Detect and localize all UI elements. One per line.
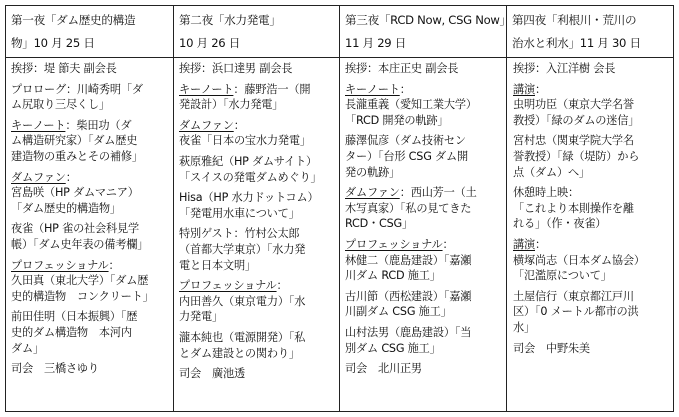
entry-line: プロフェッショナル：: [345, 237, 454, 251]
entry-line: 司会 廣池透: [179, 367, 245, 381]
entry-line: ダムファン：: [11, 170, 77, 184]
section-heading: プロフェッショナル: [11, 258, 109, 272]
entry-line: 横塚尚志（日本ダム協会）: [513, 253, 645, 267]
entry-block: [345, 237, 502, 284]
section-heading: 講演: [513, 82, 535, 96]
entry-block: [11, 258, 169, 305]
entry-line: 史的ダム構造物 本河内: [11, 325, 132, 339]
entry-line: 土屋信行（東京都江戸川: [513, 289, 634, 303]
entry-line: 川ダム RCD 施工」: [345, 269, 441, 283]
entry-line: 帳）「ダム史年表の備考欄」: [11, 237, 149, 251]
entry-line: 挨拶：本庄正史 副会長: [345, 62, 459, 75]
entry-line: 挨拶：入江洋樹 会長: [513, 62, 616, 75]
entry-line: キーノート：: [345, 82, 411, 96]
entry-block: [345, 82, 502, 129]
entry-line: キーノート：藤野浩一（開: [179, 82, 311, 96]
entry-line: 虫明功臣（東京大学名誉: [513, 98, 634, 112]
entry-block: [11, 82, 169, 113]
entry-line: 夜雀（HP 雀の社会科見学: [11, 222, 139, 236]
entry-line: （首都大学東京）「水力発: [179, 242, 306, 256]
entry-block: [179, 154, 335, 185]
entry-line: とダム建設との関わり」: [179, 346, 300, 360]
header-line: 治水と利水」11 月 30 日: [512, 36, 641, 50]
entry-line: 木写真家）「私の見てきた: [345, 201, 472, 215]
column-header: [174, 6, 339, 58]
entry-block: [11, 118, 169, 165]
entry-line: 講演：: [513, 82, 546, 96]
entry-block: [513, 61, 669, 77]
section-heading: キーノート: [179, 82, 234, 96]
entry-line: 力発電」: [179, 310, 223, 324]
entry-line: 教授）「緑のダムの迷信」: [513, 113, 640, 127]
entry-block: [11, 170, 169, 217]
entry-block: [513, 341, 669, 357]
entry-line: 内田善久（東京電力）「水: [179, 294, 306, 308]
header-line: 物」10 月 25 日: [11, 36, 95, 50]
entry-block: [11, 221, 169, 252]
entry-line: 古川節（西松建設）「嘉瀬: [345, 289, 472, 303]
entry-block: [513, 185, 669, 232]
entry-line: プロフェッショナル：: [11, 258, 120, 272]
entry-block: [179, 61, 335, 77]
entry-line: 「スイスの発電ダムめぐり」: [179, 170, 322, 184]
entry-line: 建造物の重みとその補修」: [11, 149, 143, 163]
entry-line: 瀧本純也（電源開発）「私: [179, 330, 306, 344]
entry-line: ダム」: [11, 341, 44, 355]
entry-line: 宮島咲（HP ダムマニア）: [11, 186, 139, 200]
entry-block: [513, 237, 669, 284]
entry-line: 林健二（鹿島建設）「嘉瀬: [345, 253, 472, 267]
section-heading: キーノート: [345, 82, 400, 96]
column-header: [340, 6, 511, 58]
entry-line: 「氾濫原について」: [513, 269, 612, 283]
section-heading: ダムファン: [11, 170, 66, 184]
header-line: 10 月 26 日: [179, 36, 241, 50]
entry-block: [179, 118, 335, 149]
entry-block: [179, 330, 335, 361]
entry-block: [11, 361, 169, 377]
column-night-2: [174, 6, 340, 411]
entry-line: プロフェッショナル：: [179, 279, 288, 293]
entry-block: [345, 61, 502, 77]
entry-line: れる」（作・夜雀）: [513, 217, 607, 231]
column-body: [507, 58, 673, 361]
entry-line: 水」: [513, 320, 535, 334]
entry-line: 司会 中野朱美: [513, 341, 590, 355]
column-body: [6, 58, 173, 382]
entry-block: [513, 289, 669, 336]
entry-block: [345, 133, 502, 180]
entry-line: 「RCD 開発の軌跡」: [345, 113, 449, 127]
column-header: [507, 6, 673, 58]
entry-line: Hisa（HP 水力ドットコム）: [179, 191, 319, 205]
entry-block: [513, 133, 669, 180]
section-heading: プロフェッショナル: [179, 279, 277, 293]
entry-line: 休憩時上映：: [513, 186, 579, 200]
entry-line: ダムファン：西山芳一（土: [345, 186, 477, 200]
entry-block: [11, 309, 169, 356]
header-line: 11 月 29 日: [345, 36, 407, 50]
header-line: 第一夜「ダム歴史的構造: [11, 13, 136, 27]
entry-block: [179, 82, 335, 113]
entry-line: 司会 北川正男: [345, 362, 422, 376]
entry-block: [179, 366, 335, 382]
entry-block: [345, 289, 502, 320]
column-night-1: [6, 6, 174, 411]
entry-line: キーノート：柴田功（ダ: [11, 118, 132, 132]
entry-line: 史的構造物 コンクリート」: [11, 289, 154, 303]
entry-block: [345, 185, 502, 232]
entry-block: [179, 278, 335, 325]
entry-block: [11, 61, 169, 77]
entry-block: [345, 361, 502, 377]
header-line: 第四夜「利根川・荒川の: [512, 13, 637, 27]
entry-line: 講演：: [513, 237, 546, 251]
entry-line: ム尻取り三尽くし」: [11, 98, 110, 112]
entry-line: 区）「0 メートル都市の洪: [513, 305, 639, 319]
section-heading: ダムファン: [179, 118, 234, 132]
header-line: 第二夜「水力発電」: [179, 13, 281, 27]
entry-line: ダムファン：: [179, 118, 245, 132]
section-heading: 講演: [513, 237, 535, 251]
entry-block: [345, 325, 502, 356]
entry-line: 「ダム歴史的構造物」: [11, 201, 121, 215]
entry-line: 挨拶：浜口達男 副会長: [179, 62, 293, 75]
column-night-4: [507, 6, 673, 411]
entry-block: [179, 190, 335, 221]
entry-line: 点（ダム）へ」: [513, 165, 590, 179]
entry-line: プロローグ：川崎秀明「ダ: [11, 82, 143, 96]
header-line: 第三夜「RCD Now, CSG Now」: [345, 13, 511, 27]
entry-line: ム構造研究家）「ダム歴史: [11, 134, 138, 148]
entry-block: [513, 82, 669, 129]
entry-line: 夜雀「日本の宝水力発電」: [179, 134, 311, 148]
entry-line: 前田佳明（日本振興）「歴: [11, 310, 138, 324]
column-header: [6, 6, 173, 58]
entry-line: 別ダム CSG 施工」: [345, 341, 441, 355]
entry-block: [179, 226, 335, 273]
entry-line: 電と日本文明」: [179, 258, 256, 272]
section-heading: プロフェッショナル: [345, 237, 443, 251]
entry-line: 発の軌跡」: [345, 165, 400, 179]
entry-line: 「発電用水車について」: [179, 206, 300, 220]
program-table: [5, 5, 674, 412]
column-body: [340, 58, 506, 382]
entry-line: 誉教授）「緑（堤防）から: [513, 149, 640, 163]
entry-line: 司会 三橋さゆり: [11, 362, 99, 376]
entry-line: 宮村忠（関東学院大学名: [513, 134, 634, 148]
entry-line: 「これより本則操作を離: [513, 201, 634, 215]
entry-line: 発設計）「水力発電」: [179, 98, 284, 112]
column-night-3: [340, 6, 511, 411]
entry-line: 藤澤侃彦（ダム技術セン: [345, 134, 466, 148]
column-body: [174, 58, 339, 387]
entry-line: 長瀧重義（愛知工業大学）: [345, 98, 477, 112]
entry-line: 川副ダム CSG 施工」: [345, 305, 452, 319]
section-heading: キーノート: [11, 118, 66, 132]
entry-line: ター）「台形 CSG ダム開: [345, 149, 468, 163]
entry-line: 萩原雅紀（HP ダムサイト）: [179, 154, 317, 168]
section-heading: ダムファン: [345, 186, 400, 200]
entry-line: 山村法男（鹿島建設）「当: [345, 325, 472, 339]
entry-line: 特別ゲスト：竹村公太郎: [179, 227, 300, 241]
entry-line: RCD・CSG」: [345, 217, 413, 231]
entry-line: 久田真（東北大学）「ダム歴: [11, 274, 149, 288]
entry-line: 挨拶：堤 節夫 副会長: [11, 62, 117, 75]
